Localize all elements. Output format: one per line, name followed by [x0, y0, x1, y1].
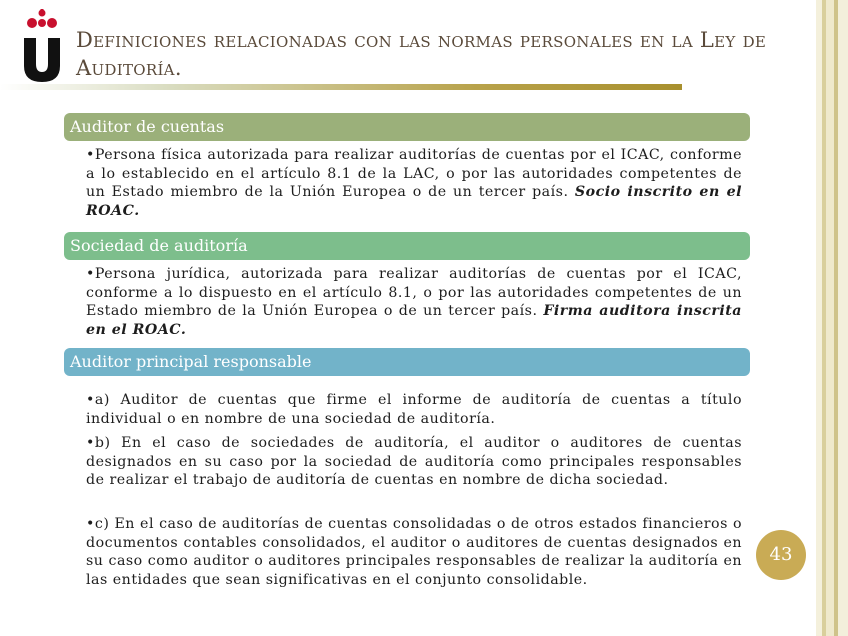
- section-text-auditor-de-cuentas: [86, 146, 742, 220]
- list-item-b: •b) En el caso de sociedades de auditoría, el auditor o auditores de cuentas designados en su caso por la sociedad de auditoría como principales responsables de realizar el trabajo de auditoría de cuentas en nombre de dicha sociedad.: [86, 435, 742, 488]
- page-number-badge: 43: [756, 530, 806, 580]
- definition-text: •Persona física autorizada para realizar auditorías de cuentas por el ICAC, conforme a lo establecido en el artículo 8.1 de la LAC, o por las autoridades competentes de un Estado miembro de la Unión Europea o de un tercer país.: [86, 147, 742, 200]
- definition-emphasis: Socio inscrito en el ROAC.: [86, 184, 742, 219]
- list-item-c: •c) En el caso de auditorías de cuentas consolidadas o de otros estados financieros o documentos contables consolidados, el auditor o auditores de cuentas designados en su caso como auditor o auditores principales responsables de realizar la auditoría en las entidades que sean significativas en el conjunto consolidable.: [86, 516, 742, 588]
- section-text-sociedad-de-auditoria: [86, 265, 742, 339]
- section-heading-sociedad-de-auditoria: Sociedad de auditoría: [64, 232, 750, 260]
- university-logo-icon: [20, 8, 64, 82]
- section-heading-auditor-principal: Auditor principal responsable: [64, 348, 750, 376]
- right-decorative-border: [816, 0, 848, 636]
- title-underline: [0, 84, 682, 90]
- section-heading-auditor-de-cuentas: Auditor de cuentas: [64, 113, 750, 141]
- list-item-a: •a) Auditor de cuentas que firme el informe de auditoría de cuentas a título individual o en nombre de una sociedad de auditoría.: [86, 392, 742, 427]
- definition-text: •Persona jurídica, autorizada para realizar auditorías de cuentas por el ICAC, conforme a lo dispuesto en el artículo 8.1, o por las autoridades competentes de un Estado miembro de la Unión Europea o de un tercer país.: [86, 266, 742, 319]
- definition-emphasis: Firma auditora inscrita en el ROAC.: [86, 303, 742, 338]
- slide-title: Definiciones relacionadas con las normas personales en la Ley de Auditoría.: [76, 28, 767, 80]
